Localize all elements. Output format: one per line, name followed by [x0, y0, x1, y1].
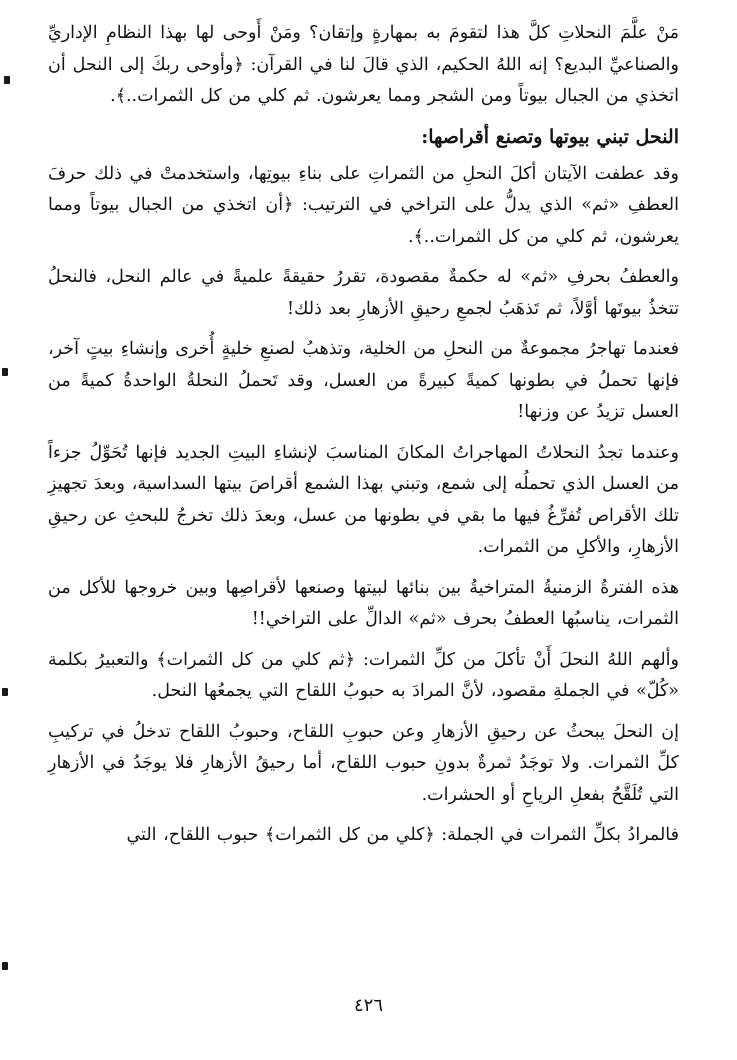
paragraph-1: مَنْ علَّمَ النحلاتِ كلَّ هذا لتقومَ به بمهارةٍ وإتقان؟ ومَنْ أَوحى لها بهذا النظامِ الإداريِّ والصناعيِّ البديع؟ إنه اللهُ الحكيم، الذي قالَ لنا في القرآن: ﴿وأوحى ربكَ إلى النحل أن اتخذي من الجبال بيوتاً ومن الشجر ومما يعرشون. ثم كلي من كل الثمرات..﴾. — [48, 23, 679, 106]
paragraph-7: وألهم اللهُ النحلَ أَنْ تأكلَ من كلِّ الثمرات: ﴿ثم كلي من كل الثمرات﴾ والتعبيرُ بكلمة «كُلّ» في الجملةِ مقصود، لأنَّ المرادَ به حبوبُ اللقاح التي يجمعُها النحل. — [48, 649, 679, 701]
paragraph-5: وعندما تجدُ النحلاتُ المهاجراتُ المكانَ المناسبَ لإنشاءِ البيتِ الجديد فإنها تُحَوِّلُ جزءاً من العسل الذي تحملُه إلى شمع، وتبني بهذا الشمع أقراصَ بيتها السداسية، وبعدَ تجهيزِ تلك الأقراص تُفرِّغُ فيها ما بقي في بطونها من عسل، وبعدَ ذلك تخرجُ للبحثِ عن رحيقِ الأزهارِ، والأكلِ من الثمرات. — [48, 442, 679, 557]
margin-mark-3 — [2, 688, 8, 696]
section-heading: النحل تبني بيوتها وتصنع أقراصها: — [421, 125, 679, 148]
paragraph-3: والعطفُ بحرفِ «ثم» له حكمةٌ مقصودة، تقررُ حقيقةً علميةً في عالم النحل، فالنحلُ تتخذُ بيوتَها أوَّلاً، ثم تَذهَبُ لجمعِ رحيقِ الأزهارِ بعد ذلك! — [48, 267, 679, 319]
page-body — [48, 18, 679, 861]
paragraph-2: وقد عطفت الآيتان أكلَ النحلِ من الثمراتِ على بناءِ بيوتِها، واستخدمتْ في ذلك حرفَ العطفِ «ثم» الذي يدلُّ على التراخي في الترتيب: ﴿أن اتخذي من الجبال بيوتاً ومما يعرشون، ثم كلي من كل الثمرات..﴾. — [48, 163, 679, 247]
page-number: ٤٢٦ — [353, 995, 383, 1016]
margin-mark-1 — [4, 76, 10, 84]
margin-mark-2 — [2, 368, 8, 376]
paragraph-6: هذه الفترةُ الزمنيةُ المتراخيةُ بين بنائها لبيتها وصنعها لأقراصِها وبين خروجها للأكل من الثمرات، يناسبُها العطفُ بحرف «ثم» الدالِّ على التراخي!! — [48, 577, 679, 629]
paragraph-8: إن النحلَ يبحثُ عن رحيقِ الأزهارِ وعن حبوبِ اللقاح، وحبوبُ اللقاح تدخلُ في تركيبِ كلِّ الثمرات. ولا توجَدُ ثمرةٌ بدونِ حبوب اللقاح، أما رحيقُ الأزهارِ فلا يوجَدُ في الأزهارِ التي تُلَقَّحُ بفعلِ الرياحِ أو الحشرات. — [48, 721, 679, 805]
paragraph-4: فعندما تهاجرُ مجموعةٌ من النحلِ من الخلية، وتذهبُ لصنعِ خليةٍ أُخرى وإنشاءِ بيتٍ آخر، فإنها تحملُ في بطونها كميةً كبيرةً من العسل، وقد تَحملُ النحلةُ الواحدةُ كميةً من العسل تزيدُ عن وزنها! — [48, 339, 679, 422]
paragraph-9: فالمرادُ بكلِّ الثمرات في الجملة: ﴿كلي من كل الثمرات﴾ حبوب اللقاح، التي — [126, 825, 679, 845]
margin-mark-4 — [2, 962, 8, 970]
